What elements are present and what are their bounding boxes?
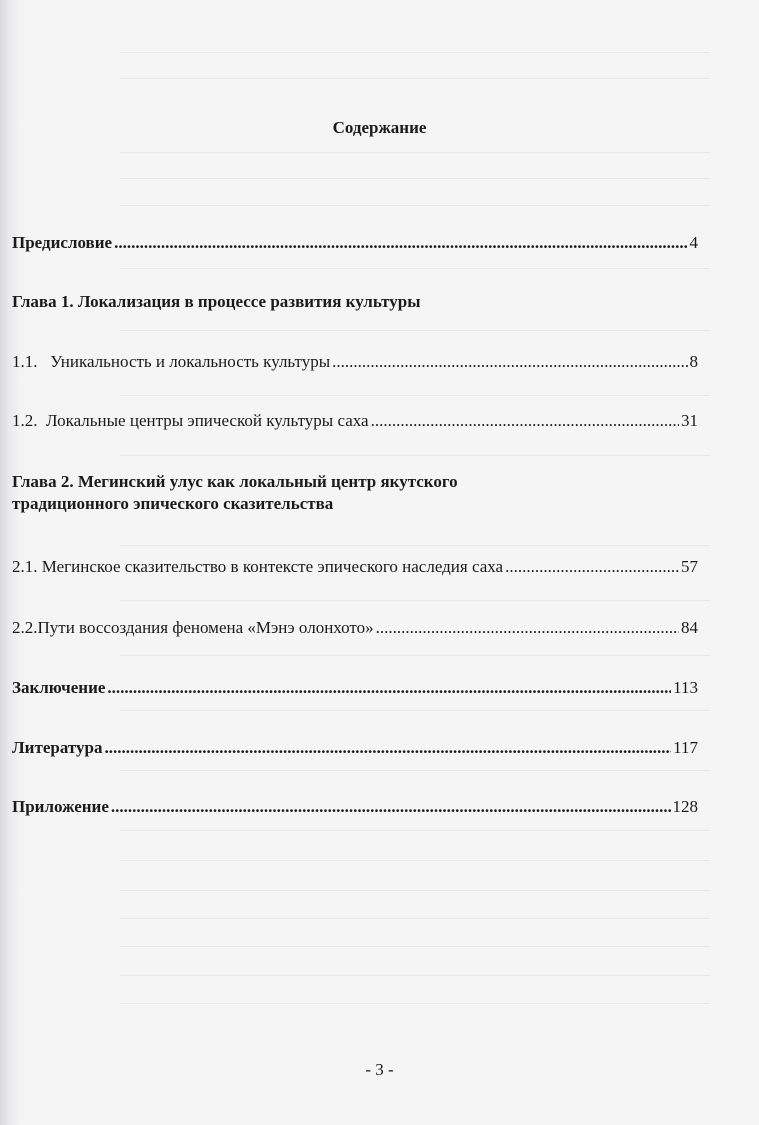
bleed-line <box>120 455 710 456</box>
page-title: Содержание <box>332 118 427 137</box>
bleed-line <box>120 1003 710 1004</box>
toc-entry-page: 84 <box>681 618 698 637</box>
bleed-line <box>120 545 710 546</box>
bleed-line <box>120 205 710 206</box>
toc-entry-label: 1.1. Уникальность и локальность культуры <box>12 352 331 371</box>
toc-entry-2-1[interactable] <box>12 556 698 578</box>
bleed-line <box>120 918 710 919</box>
toc-entry-label: Предисловие <box>12 233 113 252</box>
toc-entry-appendix[interactable] <box>12 796 698 818</box>
toc-dot-leader <box>376 617 679 639</box>
toc-entry-label: Заключение <box>12 678 106 697</box>
toc-entry-1-1[interactable] <box>12 351 698 373</box>
toc-entry-literature[interactable] <box>12 737 698 759</box>
bleed-line <box>120 330 710 331</box>
bleed-line <box>120 770 710 771</box>
bleed-line <box>120 78 710 79</box>
toc-chapter-2-line2: традиционного эпического сказительства <box>12 494 334 513</box>
toc-entry-1-2[interactable] <box>12 410 698 432</box>
bleed-line <box>120 52 710 53</box>
toc-chapter-1-heading[interactable]: Глава 1. Локализация в процессе развития культуры <box>12 292 421 311</box>
toc-chapter-2-line1: Глава 2. Мегинский улус как локальный центр якутского <box>12 472 458 491</box>
toc-dot-leader <box>332 351 687 373</box>
toc-entry-label: 2.2.Пути воссоздания феномена «Мэнэ олонхото» <box>12 618 374 637</box>
toc-entry-conclusion[interactable] <box>12 677 698 699</box>
toc-entry-page: 8 <box>689 352 698 371</box>
toc-dot-leader <box>371 410 679 432</box>
bleed-line <box>120 860 710 861</box>
toc-dot-leader <box>114 232 687 254</box>
toc-entry-label: 2.1. Мегинское сказительство в контексте эпического наследия саха <box>12 557 504 576</box>
bleed-line <box>120 830 710 831</box>
toc-entry-label: 1.2. Локальные центры эпической культуры саха <box>12 411 369 430</box>
bleed-line <box>120 655 710 656</box>
toc-entry-label: Приложение <box>12 797 109 816</box>
toc-entry-page: 4 <box>689 233 698 252</box>
toc-entry-page: 128 <box>672 797 698 816</box>
bleed-line <box>120 946 710 947</box>
toc-entry-page: 117 <box>673 738 698 757</box>
toc-entry-page: 113 <box>673 678 698 697</box>
toc-entry-label: Литература <box>12 738 103 757</box>
toc-chapter-2-heading[interactable] <box>12 471 712 515</box>
bleed-line <box>120 152 710 153</box>
toc-entry-2-2[interactable] <box>12 617 698 639</box>
bleed-line <box>120 395 710 396</box>
bleed-line <box>120 600 710 601</box>
toc-dot-leader <box>104 737 671 759</box>
bleed-line <box>120 268 710 269</box>
toc-dot-leader <box>111 796 671 818</box>
toc-dot-leader <box>107 677 671 699</box>
toc-entry-page: 31 <box>681 411 698 430</box>
bleed-line <box>120 178 710 179</box>
toc-entry-preface[interactable] <box>12 232 698 254</box>
bleed-line <box>120 890 710 891</box>
page-number: - 3 - <box>365 1060 394 1079</box>
bleed-line <box>120 975 710 976</box>
toc-entry-page: 57 <box>681 557 698 576</box>
bleed-line <box>120 710 710 711</box>
toc-dot-leader <box>505 556 679 578</box>
